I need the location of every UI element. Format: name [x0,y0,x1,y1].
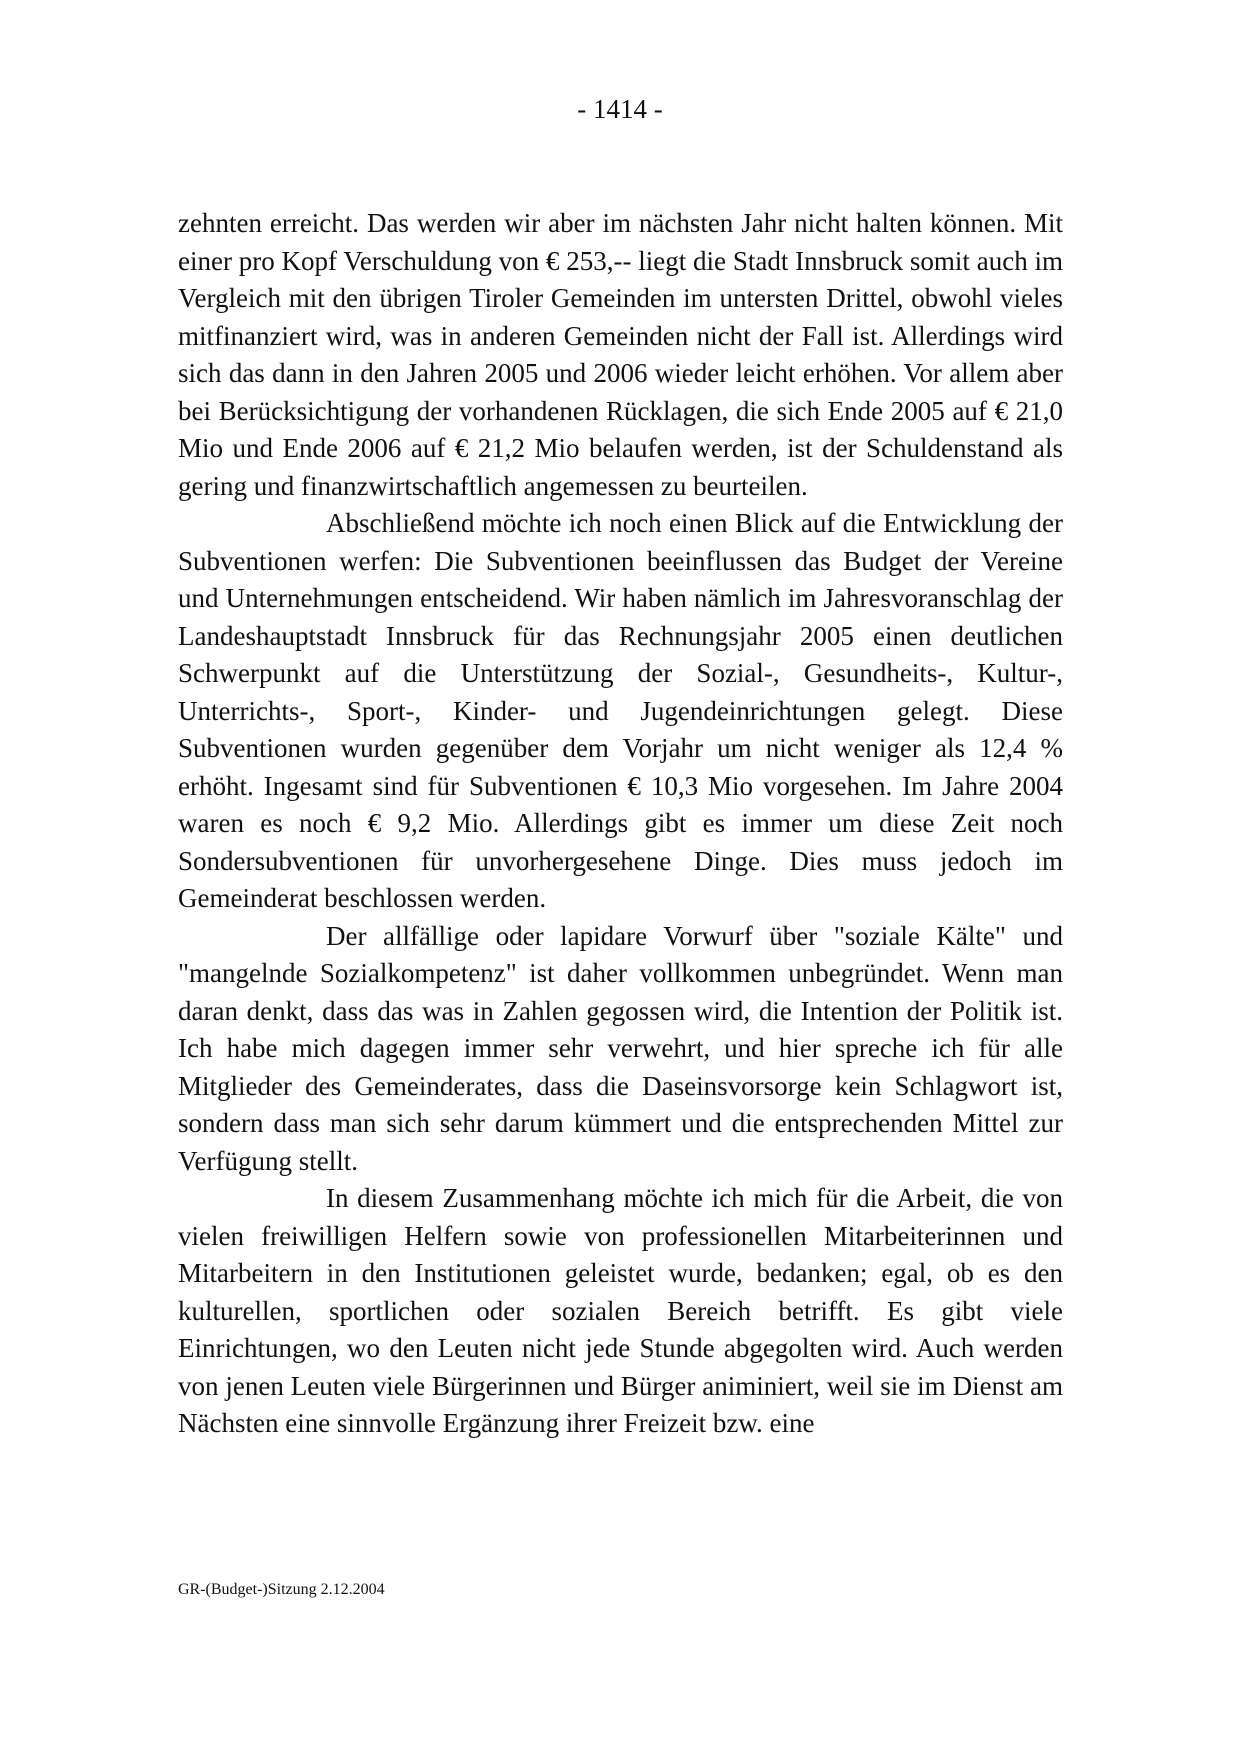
body-text [178,205,1063,1443]
paragraph-thanks: In diesem Zusammenhang möchte ich mich für die Arbeit, die von vielen freiwilligen Helfern sowie von professionellen Mitarbeiterinnen und Mitarbeitern in den Institutionen geleistet wurde, bedanken; egal, ob es den kulturellen, sportlichen oder sozialen Bereich betrifft. Es gibt viele Einrichtungen, wo den Leuten nicht jede Stunde abgegolten wird. Auch werden von jenen Leuten viele Bürgerinnen und Bürger animiniert, weil sie im Dienst am Nächsten eine sinnvolle Ergänzung ihrer Freizeit bzw. eine [178,1183,1063,1438]
paragraph-debt: zehnten erreicht. Das werden wir aber im nächsten Jahr nicht halten können. Mit einer pro Kopf Verschuldung von € 253,-- liegt die Stadt Innsbruck somit auch im Vergleich mit den übrigen Tiroler Gemeinden im untersten Drittel, obwohl vieles mitfinanziert wird, was in anderen Gemeinden nicht der Fall ist. Allerdings wird sich das dann in den Jahren 2005 und 2006 wieder leicht erhöhen. Vor allem aber bei Berücksichtigung der vorhandenen Rücklagen, die sich Ende 2005 auf € 21,0 Mio und Ende 2006 auf € 21,2 Mio belaufen werden, ist der Schuldenstand als gering und finanzwirtschaftlich angemessen zu beurteilen. [178,208,1063,501]
page-number: - 1414 - [577,94,663,124]
paragraph-social-competence: Der allfällige oder lapidare Vorwurf über "soziale Kälte" und "mangelnde Sozialkompetenz" ist daher vollkommen unbegründet. Wenn man daran denkt, dass das was in Zahlen gegossen wird, die Intention der Politik ist. Ich habe mich dagegen immer sehr verwehrt, und hier spreche ich für alle Mitglieder des Gemeinderates, dass die Daseinsvorsorge kein Schlagwort ist, sondern dass man sich sehr darum kümmert und die entsprechenden Mittel zur Verfügung stellt. [178,920,1063,1176]
footer-session-label: GR-(Budget-)Sitzung 2.12.2004 [178,1581,385,1598]
paragraph-subsidies: Abschließend möchte ich noch einen Blick auf die Entwicklung der Subventionen werfen: Die Subventionen beeinflussen das Budget der Vereine und Unternehmungen entscheidend. Wir haben nämlich im Jahresvoranschlag der Landeshauptstadt Innsbruck für das Rechnungsjahr 2005 einen deutlichen Schwerpunkt auf die Unterstützung der Sozial-, Gesundheits-, Kultur-, Unterrichts-, Sport-, Kinder- und Jugendeinrichtungen gelegt. Diese Subventionen wurden gegenüber dem Vorjahr um nicht weniger als 12,4 % erhöht. Ingesamt sind für Subventionen € 10,3 Mio vorgesehen. Im Jahre 2004 waren es noch € 9,2 Mio. Allerdings gibt es immer um diese Zeit noch Sondersubventionen für unvorhergesehene Dinge. Dies muss jedoch im Gemeinderat beschlossen werden. [178,508,1063,913]
